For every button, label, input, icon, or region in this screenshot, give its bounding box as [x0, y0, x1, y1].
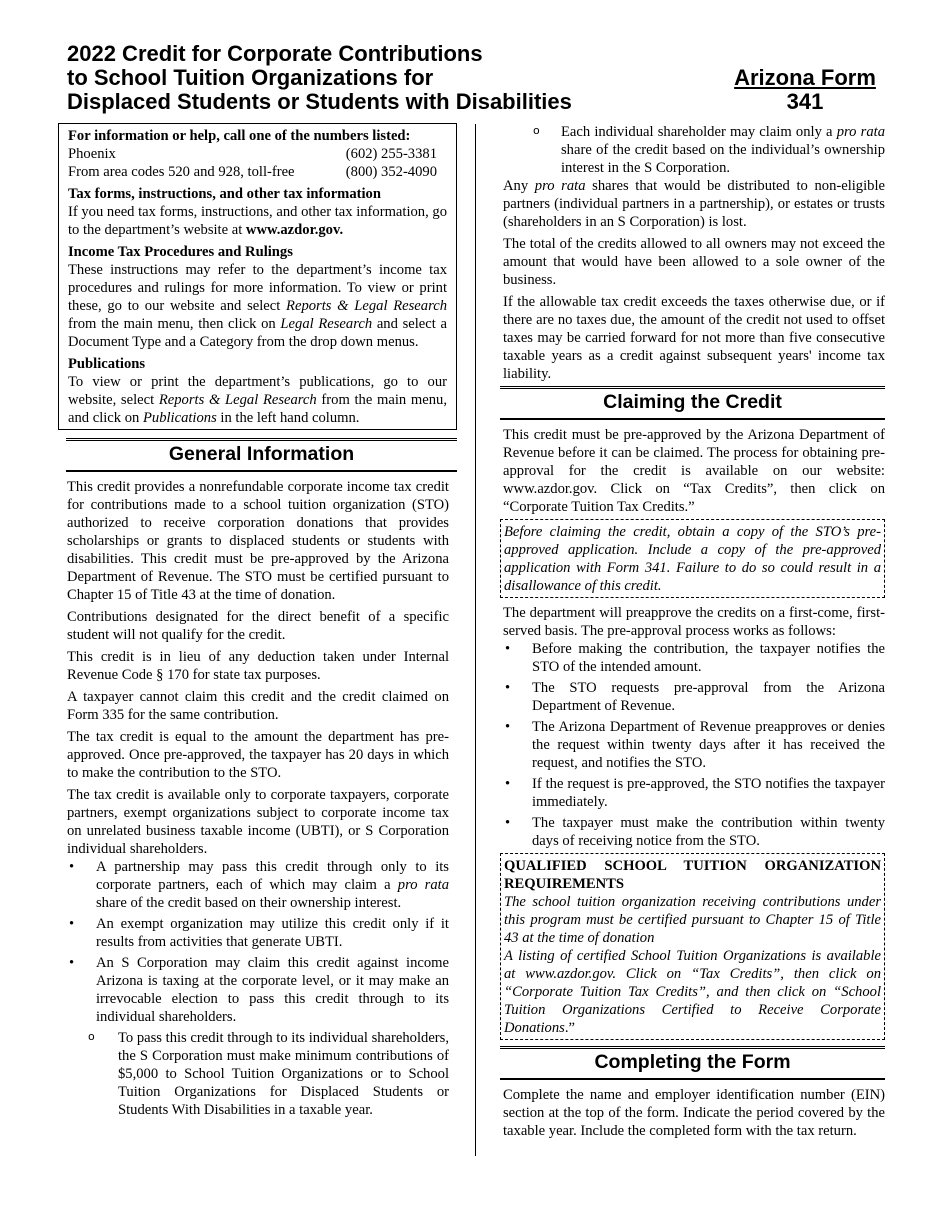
circle-bullet-icon: o — [533, 124, 540, 137]
website-link[interactable]: www.azdor.gov. — [245, 222, 344, 238]
reports-legal-research-ref: Reports & Legal Research — [158, 392, 317, 408]
publications-ref: Publications — [142, 410, 217, 426]
form-identifier — [725, 66, 885, 114]
sub-list-item: o To pass this credit through to its individual shareholders, the S Corporation must make minimum contributions of $5,000 to School Tuition Organizations or to School Tuition Organizations for Displaced Students or Students With Disabilities in a taxable year. — [88, 1030, 449, 1118]
paragraph: If the allowable tax credit exceeds the taxes otherwise due, or if there are no taxes due, the amount of the credit not used to offset taxes may be carried forward for not more than five consecutive taxable years as a credit against subsequent years' income tax liability. — [503, 294, 885, 382]
tax-forms-text: If you need tax forms, instructions, and other tax information, go to the department’s website at www.azdor.gov. — [68, 204, 447, 238]
claiming-body — [500, 426, 885, 516]
bullet-icon: • — [69, 916, 75, 932]
phone-number: (800) 352-4090 — [345, 164, 437, 180]
form-title — [67, 42, 707, 114]
list-item: • The STO requests pre-approval from the Arizona Department of Revenue. — [505, 680, 885, 714]
help-heading: For information or help, call one of the numbers listed: — [68, 128, 411, 144]
paragraph: Any pro rata shares that would be distributed to non-eligible partners (individual partners in a partnership), or estates or trusts (shareholders in an S Corporation) is lost. — [503, 178, 885, 230]
list-item: • The Arizona Department of Revenue preapproves or denies the request within twenty days after it has received the request, and notifies the STO. — [505, 719, 885, 771]
claiming-process — [500, 604, 885, 850]
help-info-box — [58, 123, 457, 430]
phone-number: (602) 255-3381 — [345, 146, 437, 162]
section-heading-claiming: Claiming the Credit — [500, 386, 885, 420]
bullet-icon: • — [505, 719, 511, 735]
right-column — [500, 123, 885, 1144]
left-column — [58, 123, 457, 1122]
form-title-line-2: to School Tuition Organizations for — [67, 65, 434, 90]
general-information-body — [58, 478, 457, 1119]
publications-heading: Publications — [68, 356, 146, 372]
qualified-sto-requirements-box — [500, 853, 885, 1040]
paragraph: The school tuition organization receiving contributions under this program must be certified pursuant to Chapter 15 of Title 43 at the time of donation — [504, 894, 881, 946]
bullet-icon: • — [505, 776, 511, 792]
form-title-line-3: Displaced Students or Students with Disabilities — [67, 89, 572, 114]
section-heading-completing: Completing the Form — [500, 1046, 885, 1080]
pre-approval-note: Before claiming the credit, obtain a copy of the STO’s pre-approved application. Include a copy of the pre-approved application with Form 341. Failure to do so could result in a disallowance of this credit. — [500, 519, 885, 598]
paragraph: A taxpayer cannot claim this credit and the credit claimed on Form 335 for the same contribution. — [67, 689, 449, 723]
form-number: 341 — [786, 89, 824, 114]
list-item: • Before making the contribution, the taxpayer notifies the STO of the intended amount. — [505, 641, 885, 675]
bullet-icon: • — [505, 815, 511, 831]
paragraph: The tax credit is equal to the amount the department has pre-approved. Once pre-approved, the taxpayer has 20 days in which to make the contribution to the STO. — [67, 729, 449, 781]
paragraph: A listing of certified School Tuition Organizations is available at www.azdor.gov. Click on “Tax Credits”, then click on “Corporate Tuition Tax Credits”, and then click on “School Tuition Organizations Certified to Receive Corporate Donations.” — [504, 948, 881, 1036]
list-item: • An exempt organization may utilize this credit only if it results from activities that generate UBTI. — [69, 916, 449, 950]
legal-research-ref: Legal Research — [280, 316, 373, 332]
section-heading-general: General Information — [66, 438, 457, 472]
tax-forms-heading: Tax forms, instructions, and other tax information — [68, 186, 381, 202]
sub-list-item: o Each individual shareholder may claim only a pro rata share of the credit based on the individual’s ownership interest in the S Corporation. — [533, 124, 886, 176]
completing-body — [500, 1086, 885, 1140]
paragraph: Complete the name and employer identification number (EIN) section at the top of the form. Indicate the period covered by the taxable year. Include the completed form with the tax return. — [503, 1087, 885, 1139]
phone-row-phoenix — [68, 145, 447, 163]
list-item: • An S Corporation may claim this credit against income Arizona is taxing at the corporate level, or it may make an irrevocable election to pass this credit through to its individual shareholders. o To pass this credit through to its individual shareholders, the S Corporation must make minimum contributions of $5,000 to School Tuition Organizations or to School Tuition Organizations for Displaced Students or Students With Disabilities in a taxable year. — [69, 955, 449, 1118]
sub-list — [88, 1029, 449, 1119]
phone-label: Phoenix — [68, 146, 116, 162]
form-label: Arizona Form — [734, 65, 876, 90]
circle-bullet-icon: o — [88, 1030, 95, 1043]
form-title-line-1: 2022 Credit for Corporate Contributions — [67, 41, 483, 66]
requirements-heading: QUALIFIED SCHOOL TUITION ORGANIZATION REQUIREMENTS — [504, 858, 881, 892]
eligibility-list — [67, 858, 449, 1119]
reports-legal-research-ref: Reports & Legal Research — [286, 298, 447, 314]
paragraph: This credit is in lieu of any deduction taken under Internal Revenue Code § 170 for state tax purposes. — [67, 649, 449, 683]
paragraph: This credit must be pre-approved by the Arizona Department of Revenue before it can be claimed. The process for obtaining pre-approval for the credit is available on our website: www.azdor.gov. Click on “Tax Credits”, then click on “Corporate Tuition Tax Credits.” — [503, 427, 885, 515]
pre-approval-steps — [503, 640, 885, 850]
list-item: • A partnership may pass this credit through only to its corporate partners, each of which may claim a pro rata share of the credit based on their ownership interest. — [69, 859, 450, 911]
rulings-text: These instructions may refer to the department’s income tax procedures and rulings for more information. To view or print these, go to our website and select Reports & Legal Research from the main menu, then click on Legal Research and select a Document Type and a Category from the drop down menus. — [68, 262, 447, 350]
paragraph: The total of the credits allowed to all owners may not exceed the amount that would have been allowed to a sole owner of the business. — [503, 236, 885, 288]
rulings-heading: Income Tax Procedures and Rulings — [68, 244, 293, 260]
paragraph: Contributions designated for the direct benefit of a specific student will not qualify for the credit. — [67, 609, 449, 643]
column-divider — [475, 124, 476, 1156]
phone-label: From area codes 520 and 928, toll-free — [68, 164, 295, 180]
paragraph: The department will preapprove the credits on a first-come, first-served basis. The pre-approval process works as follows: — [503, 605, 885, 639]
phone-row-tollfree — [68, 163, 447, 181]
list-item: • The taxpayer must make the contribution within twenty days of receiving notice from the STO. — [505, 815, 885, 849]
list-item: • If the request is pre-approved, the STO notifies the taxpayer immediately. — [505, 776, 885, 810]
publications-text: To view or print the department’s publications, go to our website, select Reports & Legal Research from the main menu, and click on Publications in the left hand column. — [68, 374, 447, 426]
bullet-icon: • — [69, 859, 75, 875]
bullet-icon: • — [505, 641, 511, 657]
general-information-continued — [500, 123, 885, 383]
paragraph: This credit provides a nonrefundable corporate income tax credit for contributions made to a school tuition organization (STO) authorized to receive corporation donations that provides scholarships or grants to displaced students or students with disabilities. This credit must be pre-approved by the Arizona Department of Revenue. The STO must be certified pursuant to Chapter 15 of Title 43 at the time of donation. — [67, 479, 449, 603]
bullet-icon: • — [505, 680, 511, 696]
paragraph: The tax credit is available only to corporate taxpayers, corporate partners, exempt organizations subject to corporate income tax on unrelated business taxable income (UBTI), or S Corporation individual shareholders. — [67, 787, 449, 857]
bullet-icon: • — [69, 955, 75, 971]
